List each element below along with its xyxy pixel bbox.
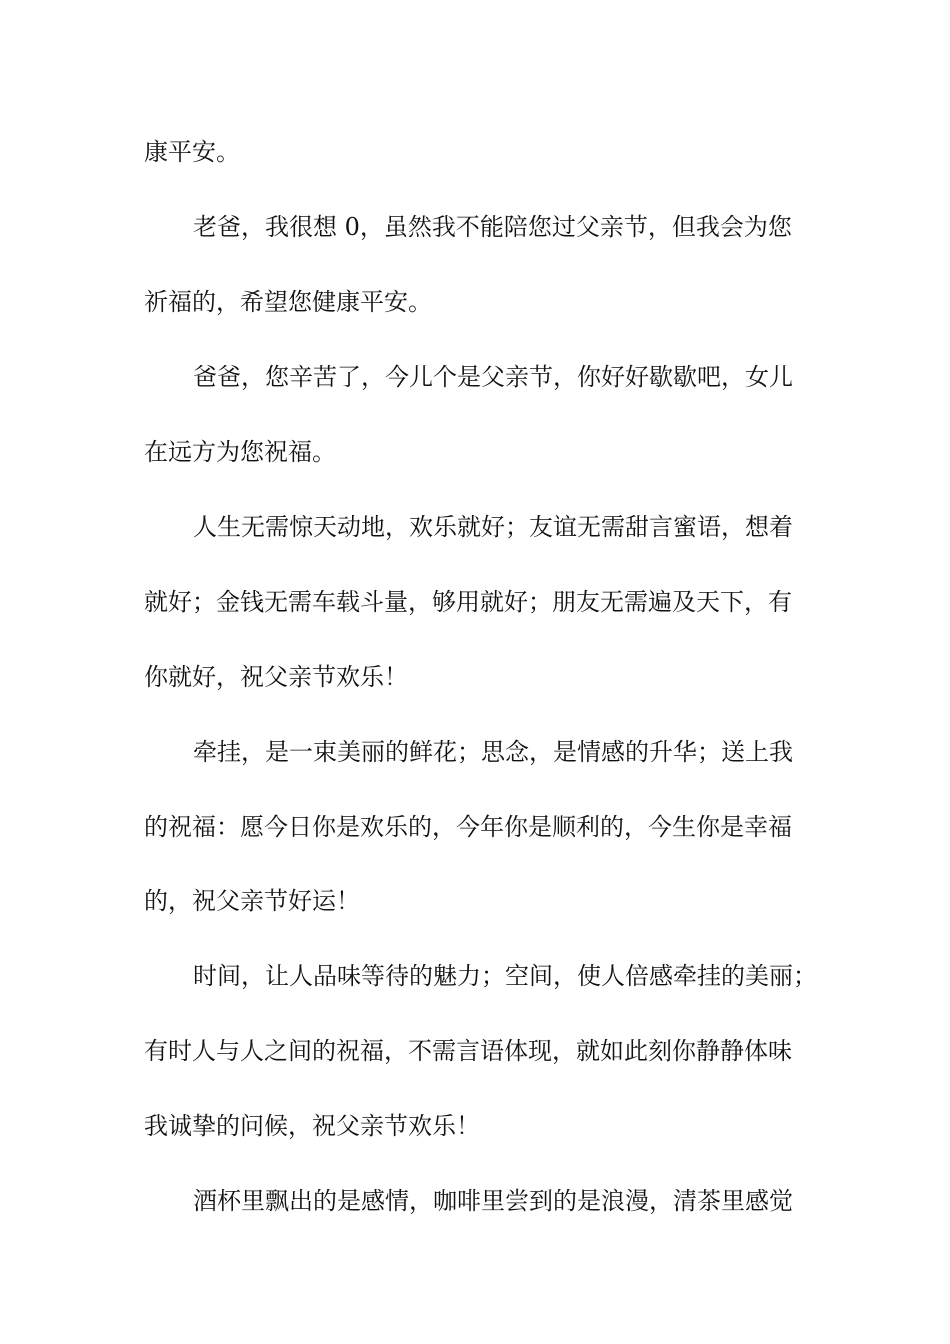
paragraph-first-line: 爸爸，您辛苦了，今儿个是父亲节，你好好歇歇吧，女儿 [193,363,793,391]
text-line: 有时人与人之间的祝福，不需言语体现，就如此刻你静静体味 [144,1037,792,1065]
text-line: 的，祝父亲节好运！ [144,887,360,915]
paragraph-first-line: 人生无需惊天动地，欢乐就好；友谊无需甜言蜜语，想着 [193,513,793,541]
paragraph-first-line: 老爸，我很想 0，虽然我不能陪您过父亲节，但我会为您 [193,213,792,241]
text-line: 你就好，祝父亲节欢乐！ [144,663,408,691]
paragraph-first-line: 酒杯里飘出的是感情，咖啡里尝到的是浪漫，清茶里感觉 [193,1187,793,1215]
paragraph-first-line: 时间，让人品味等待的魅力；空间，使人倍感牵挂的美丽； [193,962,817,990]
paragraph-first-line: 牵挂，是一束美丽的鲜花；思念，是情感的升华；送上我 [193,738,793,766]
text-line: 在远方为您祝福。 [144,438,336,466]
text-line: 的祝福：愿今日你是欢乐的，今年你是顺利的，今生你是幸福 [144,813,792,841]
text-line: 我诚挚的问候，祝父亲节欢乐！ [144,1112,480,1140]
text-line: 就好；金钱无需车载斗量，够用就好；朋友无需遍及天下，有 [144,588,792,616]
text-line: 祈福的，希望您健康平安。 [144,288,432,316]
text-line: 康平安。 [144,138,240,166]
